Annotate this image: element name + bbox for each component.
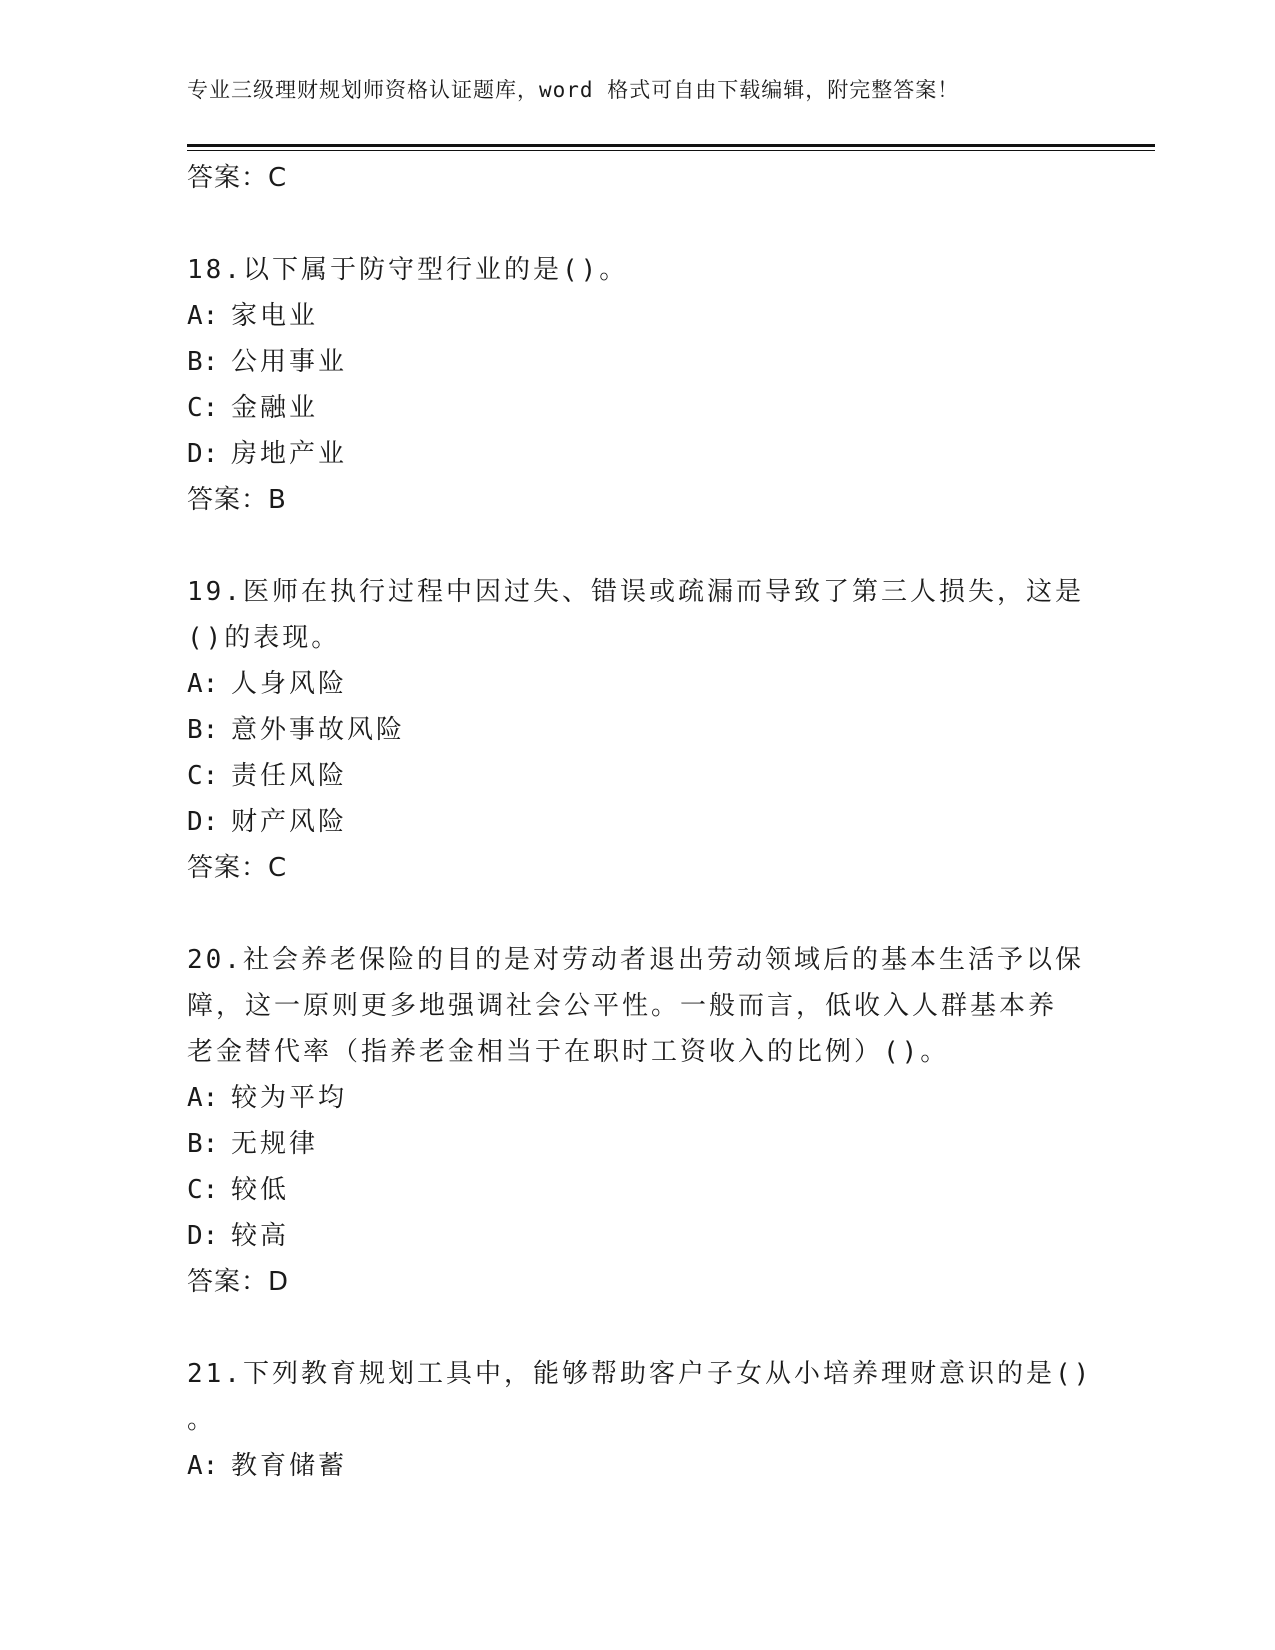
question-list — [187, 155, 1093, 1489]
option-text: 金融业 — [231, 393, 319, 423]
option-text: 较为平均 — [231, 1083, 348, 1113]
answer-line: 答案：D — [187, 1267, 290, 1297]
question-19 — [187, 569, 1087, 891]
option-d — [187, 1213, 1087, 1259]
option-text: 人身风险 — [231, 669, 348, 699]
option-d — [187, 431, 1087, 477]
option-text: 无规律 — [231, 1129, 319, 1159]
question-text-cont: 障，这一原则更多地强调社会公平性。一般而言，低收入人群基本养 — [187, 991, 1058, 1021]
option-key: D: — [187, 1221, 219, 1251]
option-b — [187, 1121, 1087, 1167]
option-text: 公用事业 — [231, 347, 348, 377]
question-text-cont: ()的表现。 — [187, 623, 341, 653]
answer-line: 答案：C — [187, 853, 288, 883]
option-c — [187, 1167, 1087, 1213]
header-divider — [187, 144, 1155, 147]
question-18 — [187, 247, 1087, 523]
option-a — [187, 293, 1087, 339]
option-key: A: — [187, 669, 219, 699]
option-key: B: — [187, 347, 219, 377]
answer-line: 答案：B — [187, 485, 287, 515]
option-key: A: — [187, 1083, 219, 1113]
option-text: 财产风险 — [231, 807, 348, 837]
question-text-cont: 。 — [187, 1405, 217, 1435]
option-a — [187, 661, 1087, 707]
option-text: 责任风险 — [231, 761, 348, 791]
option-d — [187, 799, 1087, 845]
question-21 — [187, 1351, 1093, 1489]
option-text: 较高 — [231, 1221, 290, 1251]
option-a — [187, 1443, 1087, 1489]
option-key: B: — [187, 715, 219, 745]
header-divider-thin — [187, 150, 1155, 151]
option-key: A: — [187, 301, 219, 331]
question-20 — [187, 937, 1087, 1305]
question-text: 18.以下属于防守型行业的是()。 — [187, 255, 629, 285]
option-b — [187, 707, 1087, 753]
option-text: 意外事故风险 — [231, 715, 406, 745]
option-c — [187, 385, 1087, 431]
option-key: C: — [187, 761, 219, 791]
question-text-cont: 老金替代率（指养老金相当于在职时工资收入的比例）()。 — [187, 1037, 950, 1067]
question-text: 21.下列教育规划工具中，能够帮助客户子女从小培养理财意识的是() — [187, 1359, 1093, 1389]
option-b — [187, 339, 1087, 385]
option-c — [187, 753, 1087, 799]
option-key: D: — [187, 439, 219, 469]
option-key: B: — [187, 1129, 219, 1159]
option-text: 家电业 — [231, 301, 319, 331]
page-header: 专业三级理财规划师资格认证题库，word 格式可自由下载编辑，附完整答案！ — [187, 78, 960, 102]
question-text: 20.社会养老保险的目的是对劳动者退出劳动领域后的基本生活予以保 — [187, 945, 1084, 975]
option-key: C: — [187, 393, 219, 423]
option-text: 教育储蓄 — [231, 1451, 348, 1481]
option-text: 房地产业 — [231, 439, 348, 469]
option-key: A: — [187, 1451, 219, 1481]
question-text: 19.医师在执行过程中因过失、错误或疏漏而导致了第三人损失，这是 — [187, 577, 1084, 607]
option-a — [187, 1075, 1087, 1121]
option-text: 较低 — [231, 1175, 290, 1205]
option-key: D: — [187, 807, 219, 837]
option-key: C: — [187, 1175, 219, 1205]
answer-line: 答案：C — [187, 163, 288, 193]
